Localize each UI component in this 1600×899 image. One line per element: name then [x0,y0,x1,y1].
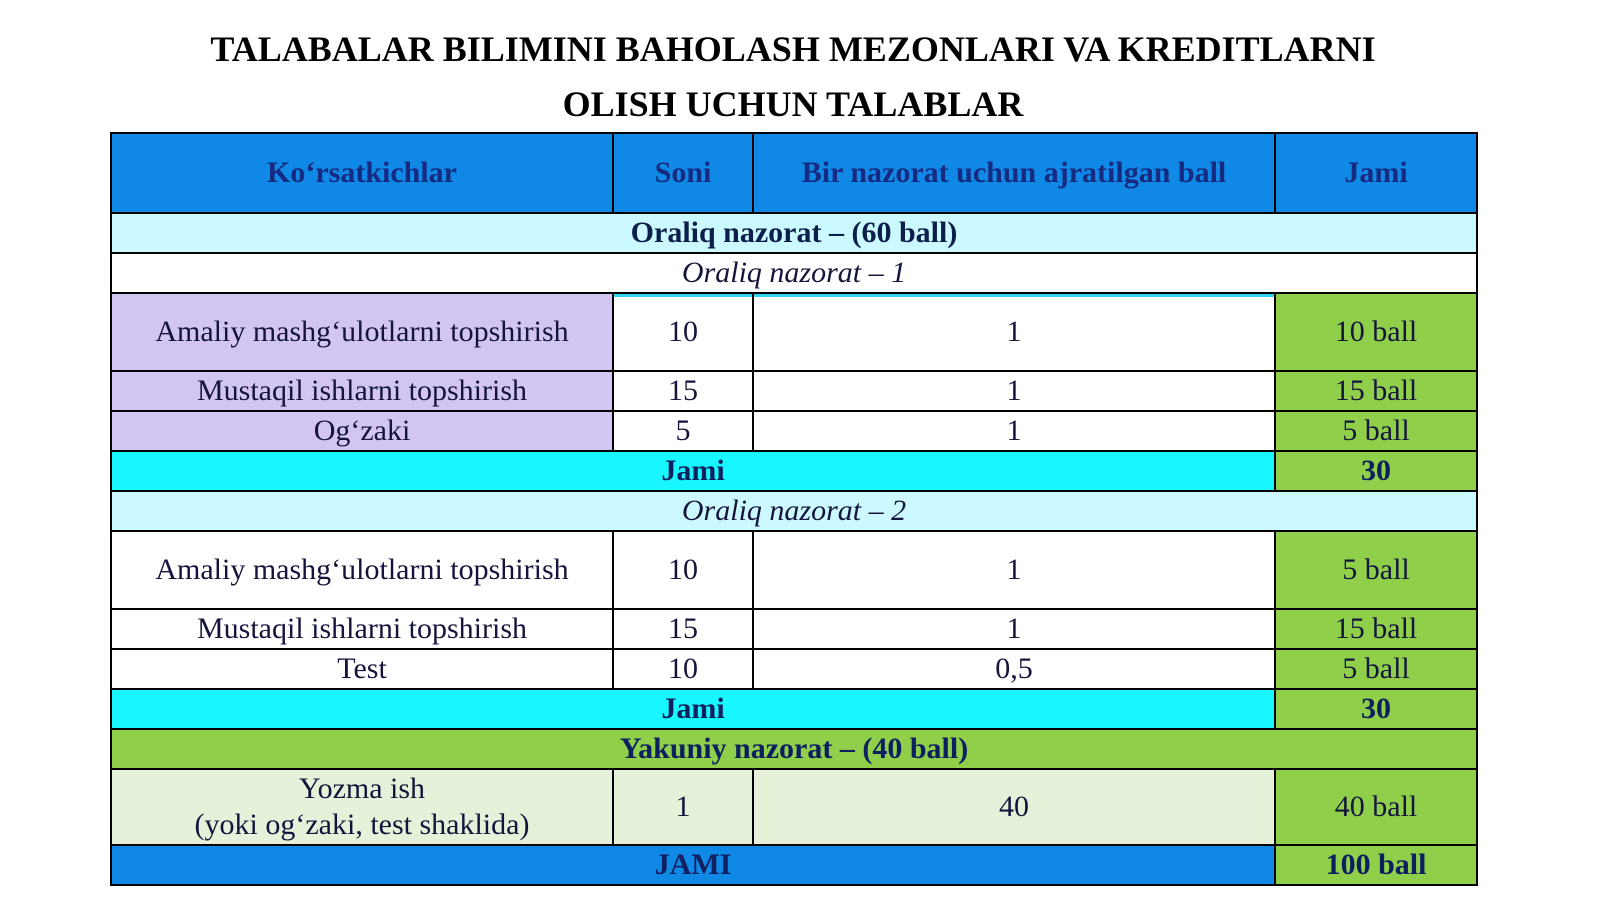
row-name: Mustaqil ishlarni topshirish [111,371,613,411]
row-count: 10 [613,293,753,371]
table-header-row [111,133,1477,213]
table-row [111,769,1477,845]
row-total: 15 ball [1275,371,1477,411]
table-row [111,531,1477,609]
row-per: 0,5 [753,649,1275,689]
row-per: 1 [753,411,1275,451]
row-count: 15 [613,371,753,411]
row-count: 1 [613,769,753,845]
page-title-line1: TALABALAR BILIMINI BAHOLASH MEZONLARI VA KREDITLARNI [210,29,1376,69]
table-row [111,411,1477,451]
section-label-interim: Oraliq nazorat – (60 ball) [111,213,1477,253]
header-points-per-control: Bir nazorat uchun ajratilgan ball [753,133,1275,213]
subsection-row-interim-2 [111,491,1477,531]
subtotal-value: 30 [1275,451,1477,491]
row-per: 1 [753,371,1275,411]
row-count: 10 [613,531,753,609]
row-total: 5 ball [1275,411,1477,451]
grand-total-value: 100 ball [1275,845,1477,885]
row-total: 10 ball [1275,293,1477,371]
table-row [111,649,1477,689]
header-count: Soni [613,133,753,213]
row-per: 1 [753,609,1275,649]
header-total: Jami [1275,133,1477,213]
subsection-label-interim-1: Oraliq nazorat – 1 [111,253,1477,293]
row-name: Test [111,649,613,689]
subsection-row-interim-1 [111,253,1477,293]
row-total: 5 ball [1275,531,1477,609]
table-row [111,293,1477,371]
grand-total-label: JAMI [111,845,1275,885]
subtotal-label: Jami [111,689,1275,729]
row-name: Amaliy mashg‘ulotlarni topshirish [111,531,613,609]
row-total: 40 ball [1275,769,1477,845]
section-label-final: Yakuniy nazorat – (40 ball) [111,729,1477,769]
subsection-label-interim-2: Oraliq nazorat – 2 [111,491,1477,531]
subtotal-row-interim-1 [111,451,1477,491]
row-name [111,769,613,845]
section-row-final [111,729,1477,769]
row-name: Og‘zaki [111,411,613,451]
table-row [111,609,1477,649]
row-count: 15 [613,609,753,649]
page-title [0,22,1586,132]
row-per: 1 [753,531,1275,609]
row-per: 40 [753,769,1275,845]
grading-table [110,132,1478,886]
row-name-line1: Yozma ish [298,772,426,805]
row-name: Amaliy mashg‘ulotlarni topshirish [111,293,613,371]
row-total: 15 ball [1275,609,1477,649]
page-title-line2: OLISH UCHUN TALABLAR [562,84,1024,124]
row-name: Mustaqil ishlarni topshirish [111,609,613,649]
row-count: 5 [613,411,753,451]
row-count: 10 [613,649,753,689]
row-name-line2: (yoki og‘zaki, test shaklida) [194,808,530,841]
subtotal-label: Jami [111,451,1275,491]
subtotal-value: 30 [1275,689,1477,729]
row-total: 5 ball [1275,649,1477,689]
section-row-interim [111,213,1477,253]
header-indicators: Ko‘rsatkichlar [111,133,613,213]
grand-total-row [111,845,1477,885]
table-row [111,371,1477,411]
subtotal-row-interim-2 [111,689,1477,729]
row-per: 1 [753,293,1275,371]
